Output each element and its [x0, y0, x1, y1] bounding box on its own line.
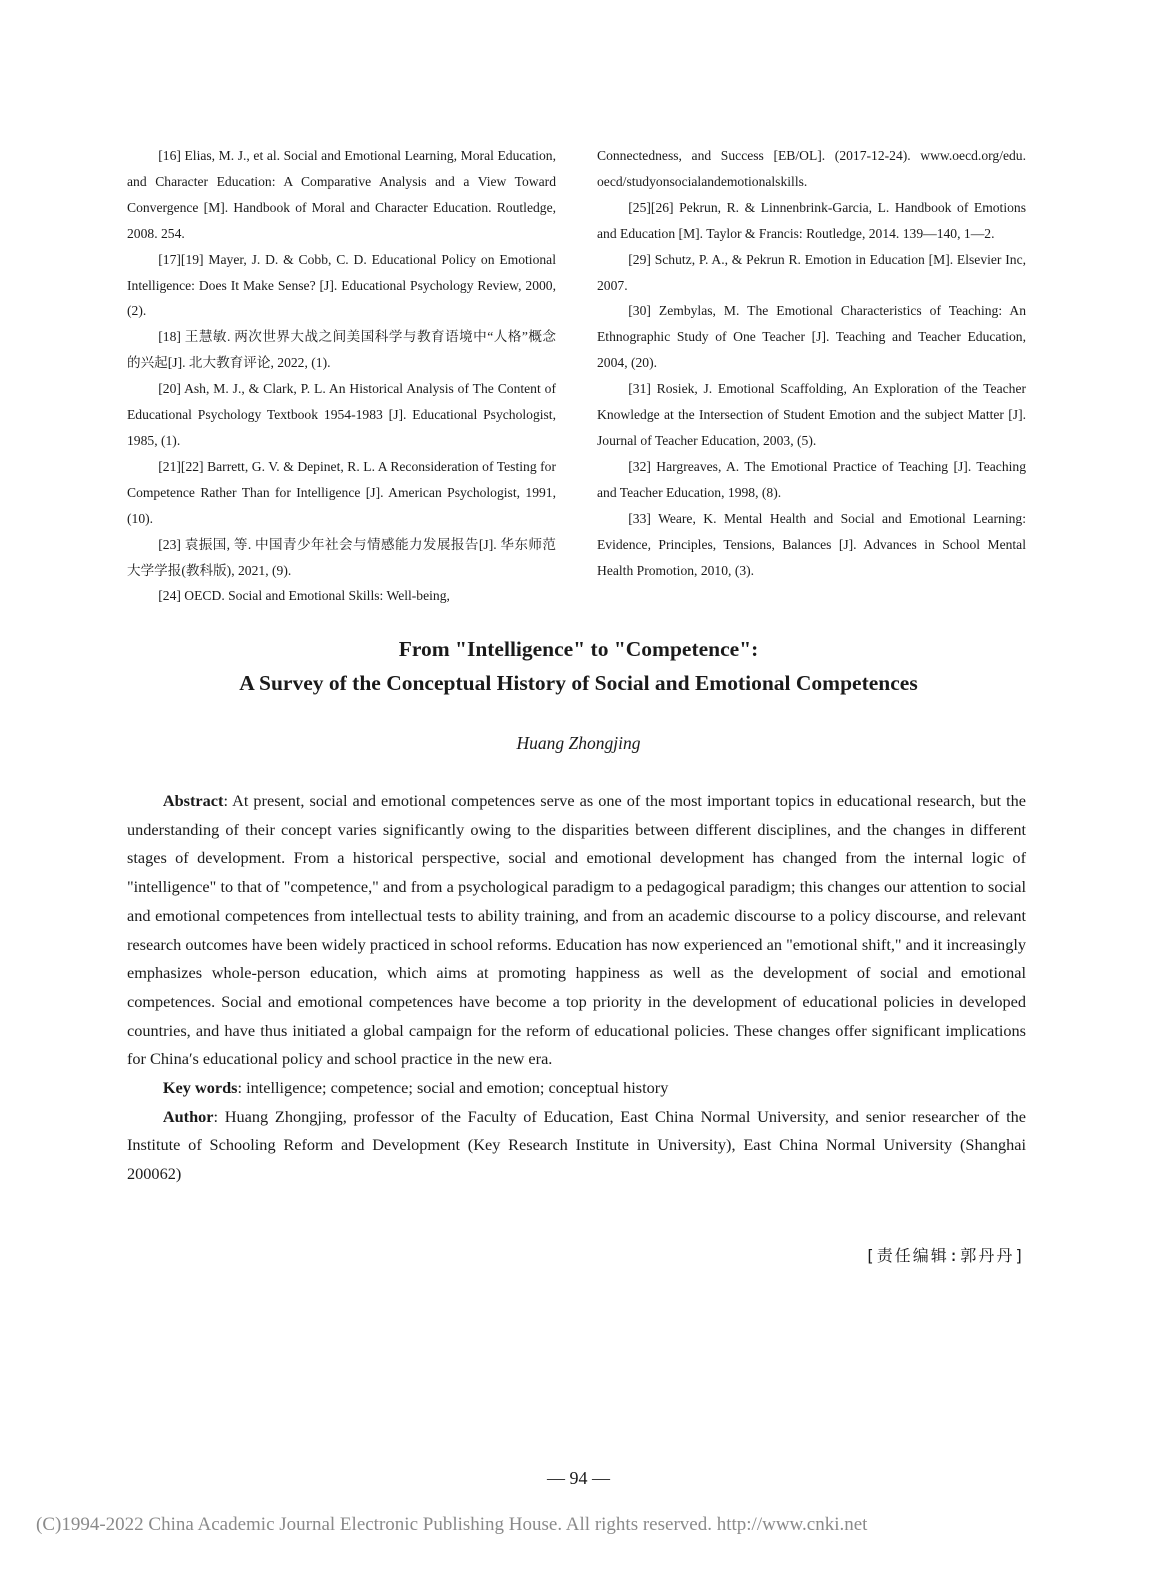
author-info-paragraph	[127, 1103, 1026, 1189]
copyright-notice: (C)1994-2022 China Academic Journal Electronic Publishing House. All rights reserved. http://www.cnki.net	[36, 1514, 868, 1535]
reference-item: [16] Elias, M. J., et al. Social and Emotional Learning, Moral Education, and Character Education: A Comparative Analysis and a View Toward Convergence [M]. Handbook of Moral and Character Education. Routledge, 2008. 254.	[127, 148, 556, 241]
keywords-label: Key words	[162, 1078, 238, 1098]
reference-item: [32] Hargreaves, A. The Emotional Practice of Teaching [J]. Teaching and Teacher Education, 1998, (8).	[597, 458, 1026, 500]
reference-item: [20] Ash, M. J., & Clark, P. L. An Historical Analysis of The Content of Educational Psychology Textbook 1954-1983 [J]. Educational Psychologist, 1985, (1).	[127, 381, 556, 448]
abstract-text: : At present, social and emotional competences serve as one of the most important topics in educational research, but the understanding of their concept varies significantly owing to the disparities between different disciplines, and the changes in different stages of development. From a historical perspective, social and emotional development has changed from the internal logic of "intelligence" to that of "competence," and from a psychological paradigm to a pedagogical paradigm; this changes our attention to social and emotional competences from intellectual tests to ability training, and from an academic discourse to a policy discourse, and relevant research outcomes have been widely practiced in school reforms. Education has now experienced an "emotional shift," and it increasingly emphasizes whole-person education, which aims at promoting happiness as well as the development of social and emotional competences. Social and emotional competences have become a top priority in the development of educational policies in developed countries, and have thus initiated a global campaign for the reform of educational policies. These changes offer significant implications for China′s educational policy and school practice in the new era.	[127, 791, 1026, 1069]
reference-item: [23] 袁振国, 等. 中国青少年社会与情感能力发展报告[J]. 华东师范大学学报(教科版), 2021, (9).	[127, 536, 556, 578]
references-left-column	[127, 143, 556, 609]
keywords-text: : intelligence; competence; social and emotion; conceptual history	[237, 1078, 669, 1098]
reference-item: [21][22] Barrett, G. V. & Depinet, R. L. A Reconsideration of Testing for Competence Rather Than for Intelligence [J]. American Psychologist, 1991, (10).	[127, 458, 556, 526]
author-info-label: Author	[162, 1106, 214, 1126]
abstract-section	[127, 787, 1026, 1189]
responsible-editor: [责任编辑:郭丹丹]	[865, 1246, 1026, 1265]
paper-title	[0, 632, 1157, 700]
page-number: — 94 —	[547, 1468, 610, 1488]
paper-title-line2: A Survey of the Conceptual History of Social and Emotional Competences	[239, 671, 918, 695]
abstract-label: Abstract	[162, 791, 224, 810]
reference-item: [29] Schutz, P. A., & Pekrun R. Emotion in Education [M]. Elsevier Inc, 2007.	[597, 251, 1026, 293]
abstract-paragraph	[127, 787, 1026, 1074]
references-right-column	[597, 143, 1026, 609]
reference-item: [18] 王慧敏. 两次世界大战之间美国科学与教育语境中“人格”概念的兴起[J]. 北大教育评论, 2022, (1).	[127, 329, 556, 371]
reference-item: [33] Weare, K. Mental Health and Social and Emotional Learning: Evidence, Principles, Tensions, Balances [J]. Advances in School Mental Health Promotion, 2010, (3).	[597, 510, 1026, 578]
reference-item: [30] Zembylas, M. The Emotional Characteristics of Teaching: An Ethnographic Study of One Teacher [J]. Teaching and Teacher Education, 2004, (20).	[597, 303, 1026, 371]
author-info-text: : Huang Zhongjing, professor of the Faculty of Education, East China Normal University, and senior researcher of the Institute of Schooling Reform and Development (Key Research Institute in University), East China Normal University (Shanghai 200062)	[127, 1106, 1026, 1184]
reference-item: [31] Rosiek, J. Emotional Scaffolding, An Exploration of the Teacher Knowledge at the Intersection of Student Emotion and the subject Matter [J]. Journal of Teacher Education, 2003, (5).	[597, 381, 1026, 448]
references-section	[127, 143, 1026, 609]
reference-item: [25][26] Pekrun, R. & Linnenbrink-Garcia, L. Handbook of Emotions and Education [M]. Taylor & Francis: Routledge, 2014. 139—140, 1—2.	[597, 199, 1026, 241]
paper-title-line1: From "Intelligence" to "Competence":	[398, 637, 759, 661]
reference-item: [17][19] Mayer, J. D. & Cobb, C. D. Educational Policy on Emotional Intelligence: Does It Make Sense? [J]. Educational Psychology Review, 2000, (2).	[127, 251, 556, 319]
author-name: Huang Zhongjing	[516, 733, 641, 753]
keywords-paragraph	[127, 1074, 1026, 1103]
reference-item: [24] OECD. Social and Emotional Skills: Well-being,	[158, 588, 450, 604]
reference-item-continued: Connectedness, and Success [EB/OL]. (2017-12-24). www.oecd.org/edu. oecd/studyonsocialandemotionalskills.	[597, 148, 1026, 189]
